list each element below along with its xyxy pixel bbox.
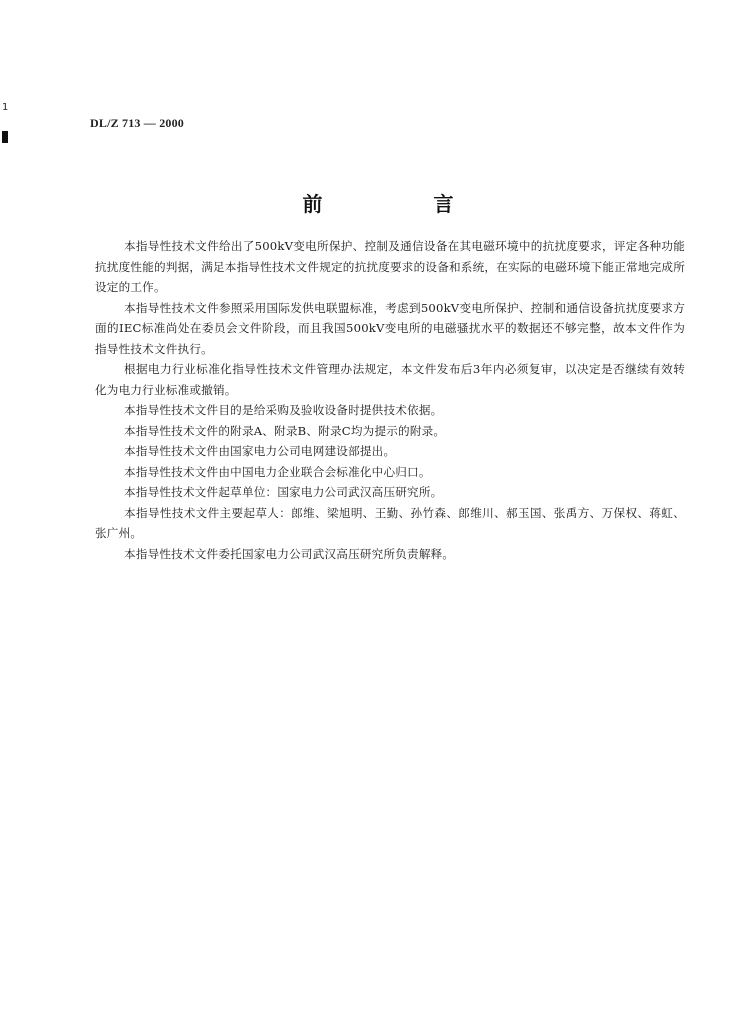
paragraph-drafting-unit: 本指导性技术文件起草单位：国家电力公司武汉高压研究所。	[124, 485, 443, 499]
binding-block-mark	[2, 131, 8, 143]
paragraph-drafters: 本指导性技术文件主要起草人：郎维、梁旭明、王勤、孙竹森、郎维川、郝玉国、张禹方、万保权、蒋虹、张广州。	[95, 505, 685, 540]
page-title: 前 言	[302, 192, 506, 216]
paragraph-purpose: 本指导性技术文件目的是给采购及验收设备时提供技术依据。	[124, 403, 443, 417]
paragraph-scope: 本指导性技术文件给出了500kV变电所保护、控制及通信设备在其电磁环境中的抗扰度要求，评定各种功能抗扰度性能的判据，满足本指导性技术文件规定的抗扰度要求的设备和系统，在实际的电磁环境下能正常地完成所设定的工作。	[95, 239, 685, 294]
paragraph-centralized-by: 本指导性技术文件由中国电力企业联合会标准化中心归口。	[124, 464, 431, 479]
paragraph-appendices: 本指导性技术文件的附录A、附录B、附录C均为提示的附录。	[124, 423, 446, 438]
foreword-body	[95, 236, 685, 564]
document-code: DL/Z 713 — 2000	[90, 116, 185, 130]
paragraph-interpretation: 本指导性技术文件委托国家电力公司武汉高压研究所负责解释。	[124, 546, 455, 561]
page-edge-mark: 1	[2, 102, 9, 113]
paragraph-review-period: 根据电力行业标准化指导性技术文件管理办法规定，本文件发布后3年内必须复审，以决定是否继续有效转化为电力行业标准或撤销。	[95, 362, 685, 397]
paragraph-proposed-by: 本指导性技术文件由国家电力公司电网建设部提出。	[124, 444, 396, 458]
paragraph-reference-standard: 本指导性技术文件参照采用国际发供电联盟标准，考虑到500kV变电所保护、控制和通信设备抗扰度要求方面的IEC标准尚处在委员会文件阶段，而且我国500kV变电所的电磁骚扰水平的数据还不够完整，故本文件作为指导性技术文件执行。	[95, 300, 685, 356]
